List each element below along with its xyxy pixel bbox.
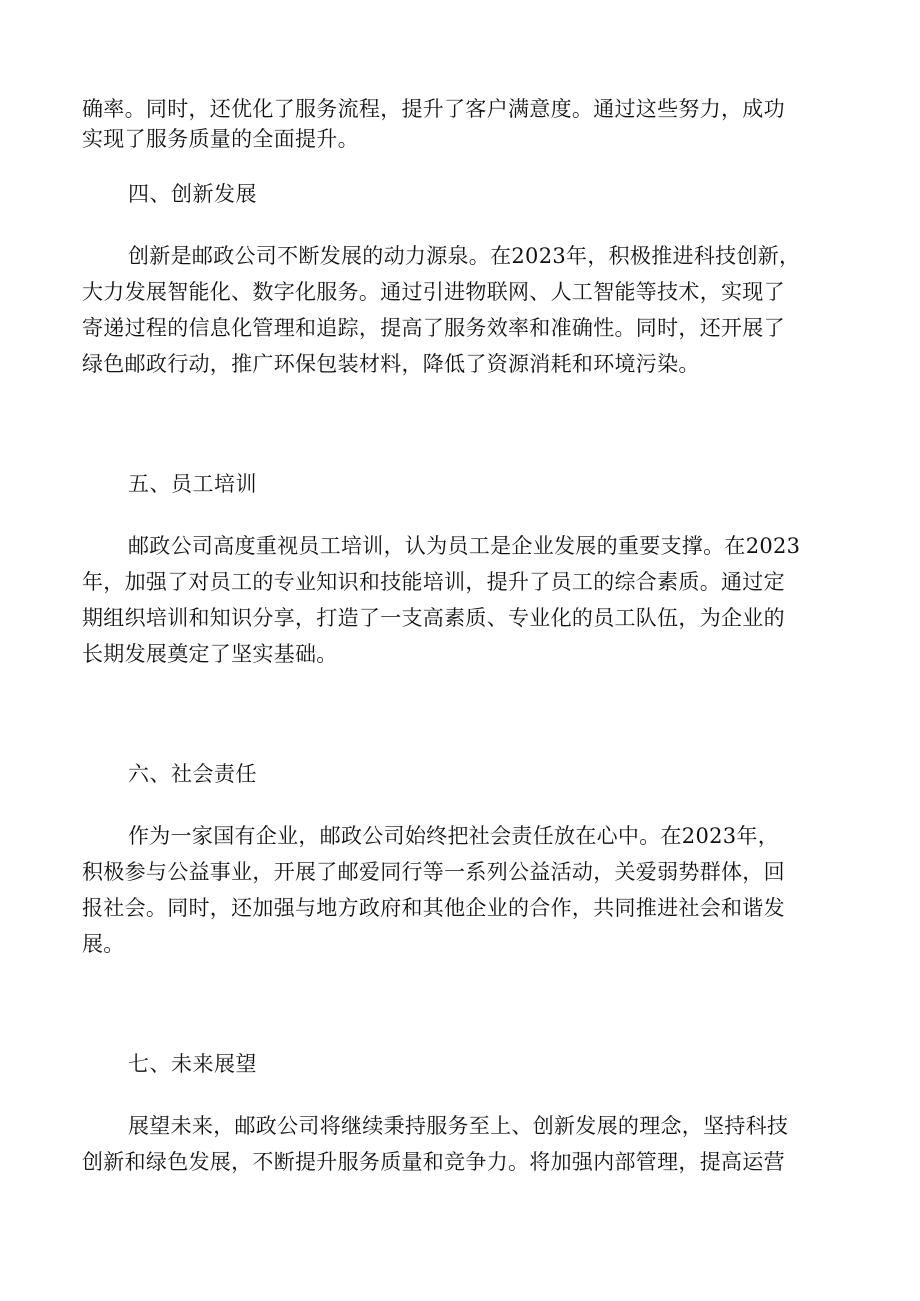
paragraph-line: 长期发展奠定了坚实基础。: [82, 642, 338, 666]
paragraph-line: 确率。同时，还优化了服务流程，提升了客户满意度。通过这些努力，成功: [82, 97, 785, 121]
paragraph-line: 积极参与公益事业，开展了邮爱同行等一系列公益活动，关爱弱势群体，回: [82, 860, 785, 884]
paragraph-line: 绿色邮政行动，推广环保包装材料，降低了资源消耗和环境污染。: [82, 352, 700, 376]
section-paragraph-training: [82, 528, 842, 672]
section-heading-innovation: 四、创新发展: [128, 182, 257, 206]
section-paragraph-innovation: [82, 238, 842, 382]
paragraph-line: 展。: [82, 932, 125, 956]
paragraph-line: 年，加强了对员工的专业知识和技能培训，提升了员工的综合素质。通过定: [82, 570, 785, 594]
section-paragraph-social-responsibility: [82, 818, 842, 962]
paragraph-line: 展望未来，邮政公司将继续秉持服务至上、创新发展的理念，坚持科技: [128, 1114, 789, 1138]
section-heading-outlook: 七、未来展望: [128, 1052, 257, 1076]
paragraph-line: 创新和绿色发展，不断提升服务质量和竞争力。将加强内部管理，提高运营: [82, 1150, 785, 1174]
section-heading-social-responsibility: 六、社会责任: [128, 762, 257, 786]
paragraph-line: 创新是邮政公司不断发展的动力源泉。在2023年，积极推进科技创新，: [128, 244, 801, 268]
paragraph-line: 大力发展智能化、数字化服务。通过引进物联网、人工智能等技术，实现了: [82, 280, 785, 304]
paragraph-line: 作为一家国有企业，邮政公司始终把社会责任放在心中。在2023年，: [128, 824, 780, 848]
section-paragraph-outlook: [82, 1108, 842, 1180]
paragraph-line: 邮政公司高度重视员工培训，认为员工是企业发展的重要支撑。在2023: [128, 534, 801, 558]
paragraph-line: 实现了服务质量的全面提升。: [82, 127, 359, 151]
paragraph-line: 期组织培训和知识分享，打造了一支高素质、专业化的员工队伍，为企业的: [82, 606, 785, 630]
paragraph-line: 报社会。同时，还加强与地方政府和其他企业的合作，共同推进社会和谐发: [82, 896, 785, 920]
intro-paragraph: [82, 94, 842, 154]
paragraph-line: 寄递过程的信息化管理和追踪，提高了服务效率和准确性。同时，还开展了: [82, 316, 785, 340]
section-heading-training: 五、员工培训: [128, 472, 257, 496]
